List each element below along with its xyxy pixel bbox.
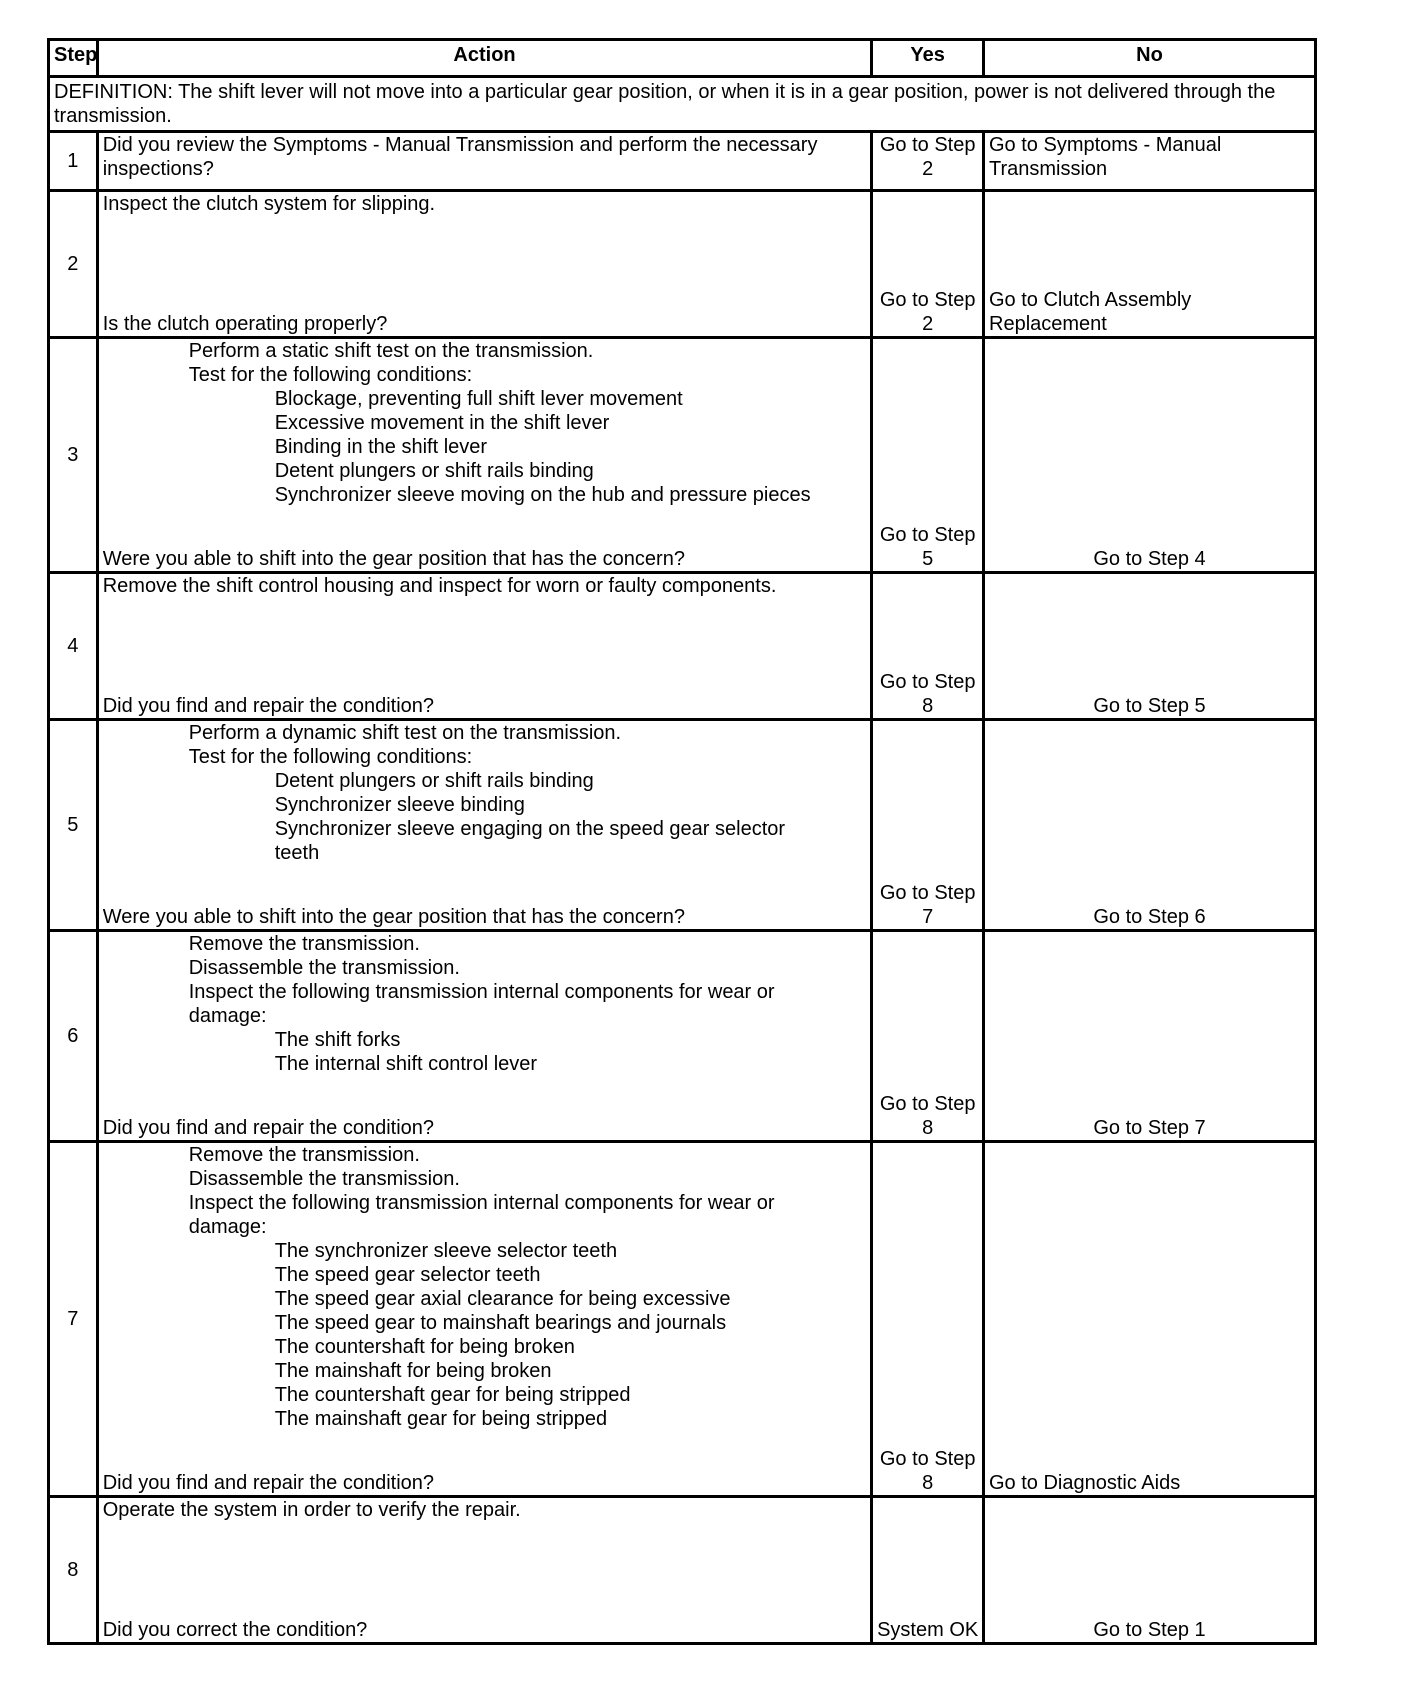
condition-item: The mainshaft gear for being stripped [274, 1408, 608, 1430]
no-result: Go to Diagnostic Aids [984, 1142, 1316, 1497]
step-question: Is the clutch operating properly? [102, 313, 388, 335]
yes-result: System OK [872, 1497, 984, 1644]
step-number: 8 [49, 1497, 98, 1644]
step-action [97, 1497, 872, 1644]
step-number: 6 [49, 931, 98, 1142]
no-result: Go to Step 6 [984, 720, 1316, 931]
condition-item: The speed gear to mainshaft bearings and journals [274, 1312, 727, 1334]
step-number: 1 [49, 132, 98, 191]
step-question: Did you find and repair the condition? [102, 695, 435, 717]
table-row [49, 338, 1316, 573]
condition-item: Binding in the shift lever [274, 436, 488, 458]
no-result: Go to Step 4 [984, 338, 1316, 573]
no-result: Go to Step 7 [984, 931, 1316, 1142]
yes-result: Go to Step 7 [872, 720, 984, 931]
header-no: No [984, 40, 1316, 77]
condition-item: Excessive movement in the shift lever [274, 412, 610, 434]
step-number: 5 [49, 720, 98, 931]
condition-item: The shift forks [274, 1029, 401, 1051]
instruction-line: Perform a static shift test on the transmission. [188, 340, 594, 362]
yes-result: Go to Step 8 [872, 1142, 984, 1497]
instruction-line: Remove the transmission. [188, 1144, 420, 1166]
header-action: Action [97, 40, 872, 77]
step-question: Did you review the Symptoms - Manual Transmission and perform the necessary inspections? [97, 132, 872, 191]
condition-item: The speed gear selector teeth [274, 1264, 541, 1286]
table-row [49, 573, 1316, 720]
header-step: Step [49, 40, 98, 77]
condition-item: Detent plungers or shift rails binding [274, 460, 594, 482]
step-action [97, 191, 872, 338]
condition-item: Synchronizer sleeve engaging on the speed gear selector teeth [274, 818, 786, 864]
condition-item: Synchronizer sleeve moving on the hub and pressure pieces [274, 484, 811, 506]
condition-item: The countershaft for being broken [274, 1336, 575, 1358]
definition-row [49, 77, 1316, 132]
header-row [49, 40, 1316, 77]
step-number: 7 [49, 1142, 98, 1497]
table-row [49, 1142, 1316, 1497]
instruction-line: Test for the following conditions: [188, 364, 473, 386]
step-action [97, 1142, 872, 1497]
condition-item: Blockage, preventing full shift lever movement [274, 388, 683, 410]
table-row [49, 132, 1316, 191]
no-result: Go to Step 5 [984, 573, 1316, 720]
instruction-line: Inspect the following transmission internal components for wear or damage: [188, 981, 775, 1027]
condition-item: The mainshaft for being broken [274, 1360, 552, 1382]
step-action [97, 338, 872, 573]
condition-item: Detent plungers or shift rails binding [274, 770, 594, 792]
step-action [97, 573, 872, 720]
table-row [49, 1497, 1316, 1644]
no-result: Go to Step 1 [984, 1497, 1316, 1644]
step-intro: Inspect the clutch system for slipping. [102, 193, 436, 215]
table-row [49, 720, 1316, 931]
step-question: Did you find and repair the condition? [102, 1472, 435, 1494]
step-question: Were you able to shift into the gear position that has the concern? [102, 548, 685, 570]
step-number: 4 [49, 573, 98, 720]
header-yes: Yes [872, 40, 984, 77]
yes-result: Go to Step 2 [872, 191, 984, 338]
no-result: Go to Symptoms - Manual Transmission [984, 132, 1316, 191]
instruction-line: Test for the following conditions: [188, 746, 473, 768]
yes-result: Go to Step 8 [872, 931, 984, 1142]
definition-text: DEFINITION: The shift lever will not move into a particular gear position, or when it is in a gear position, power is not delivered through the transmission. [49, 77, 1316, 132]
step-question: Did you correct the condition? [102, 1619, 368, 1641]
instruction-line: Perform a dynamic shift test on the transmission. [188, 722, 622, 744]
instruction-line: Disassemble the transmission. [188, 957, 460, 979]
step-number: 3 [49, 338, 98, 573]
step-intro: Operate the system in order to verify the repair. [102, 1499, 521, 1521]
step-action [97, 931, 872, 1142]
yes-result: Go to Step 2 [872, 132, 984, 191]
table-row [49, 931, 1316, 1142]
step-intro: Remove the shift control housing and inspect for worn or faulty components. [102, 575, 777, 597]
condition-item: The speed gear axial clearance for being excessive [274, 1288, 731, 1310]
step-action [97, 720, 872, 931]
table-row [49, 191, 1316, 338]
yes-result: Go to Step 5 [872, 338, 984, 573]
step-number: 2 [49, 191, 98, 338]
condition-item: Synchronizer sleeve binding [274, 794, 525, 816]
condition-item: The synchronizer sleeve selector teeth [274, 1240, 618, 1262]
no-result: Go to Clutch Assembly Replacement [984, 191, 1316, 338]
instruction-line: Disassemble the transmission. [188, 1168, 460, 1190]
step-question: Did you find and repair the condition? [102, 1117, 435, 1139]
yes-result: Go to Step 8 [872, 573, 984, 720]
step-question: Were you able to shift into the gear position that has the concern? [102, 906, 685, 928]
instruction-line: Inspect the following transmission internal components for wear or damage: [188, 1192, 775, 1238]
condition-item: The internal shift control lever [274, 1053, 538, 1075]
diagnostic-table [47, 38, 1317, 1645]
instruction-line: Remove the transmission. [188, 933, 420, 955]
condition-item: The countershaft gear for being stripped [274, 1384, 631, 1406]
